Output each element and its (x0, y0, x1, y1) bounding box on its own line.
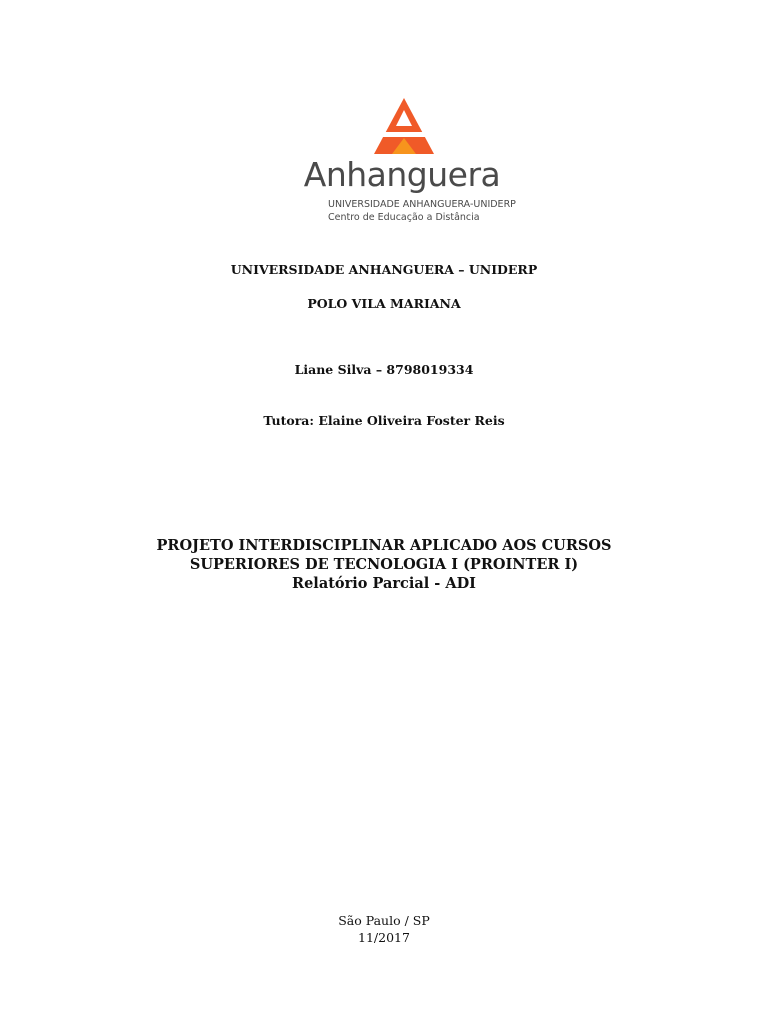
logo (0, 96, 768, 236)
title-line-2: SUPERIORES DE TECNOLOGIA I (PROINTER I) (189, 556, 579, 573)
logo-subtitle-university: UNIVERSIDADE ANHANGUERA-UNIDERP (328, 199, 516, 210)
university-name: UNIVERSIDADE ANHANGUERA – UNIDERP (230, 262, 538, 277)
logo-subtitle-center: Centro de Educação a Distância (328, 212, 480, 223)
tutor-name: Tutora: Elaine Oliveira Foster Reis (263, 413, 505, 428)
logo-brand: Anhanguera (303, 155, 501, 194)
title-line-3: Relatório Parcial - ADI (292, 575, 476, 592)
date: 11/2017 (358, 930, 410, 945)
title-line-1: PROJETO INTERDISCIPLINAR APLICADO AOS CURSOS (156, 537, 612, 554)
triangle-logo-icon (368, 96, 440, 156)
location: São Paulo / SP (338, 913, 430, 928)
polo-name: POLO VILA MARIANA (307, 296, 461, 311)
student-name: Liane Silva – 8798019334 (294, 362, 474, 377)
document-title (0, 536, 768, 593)
